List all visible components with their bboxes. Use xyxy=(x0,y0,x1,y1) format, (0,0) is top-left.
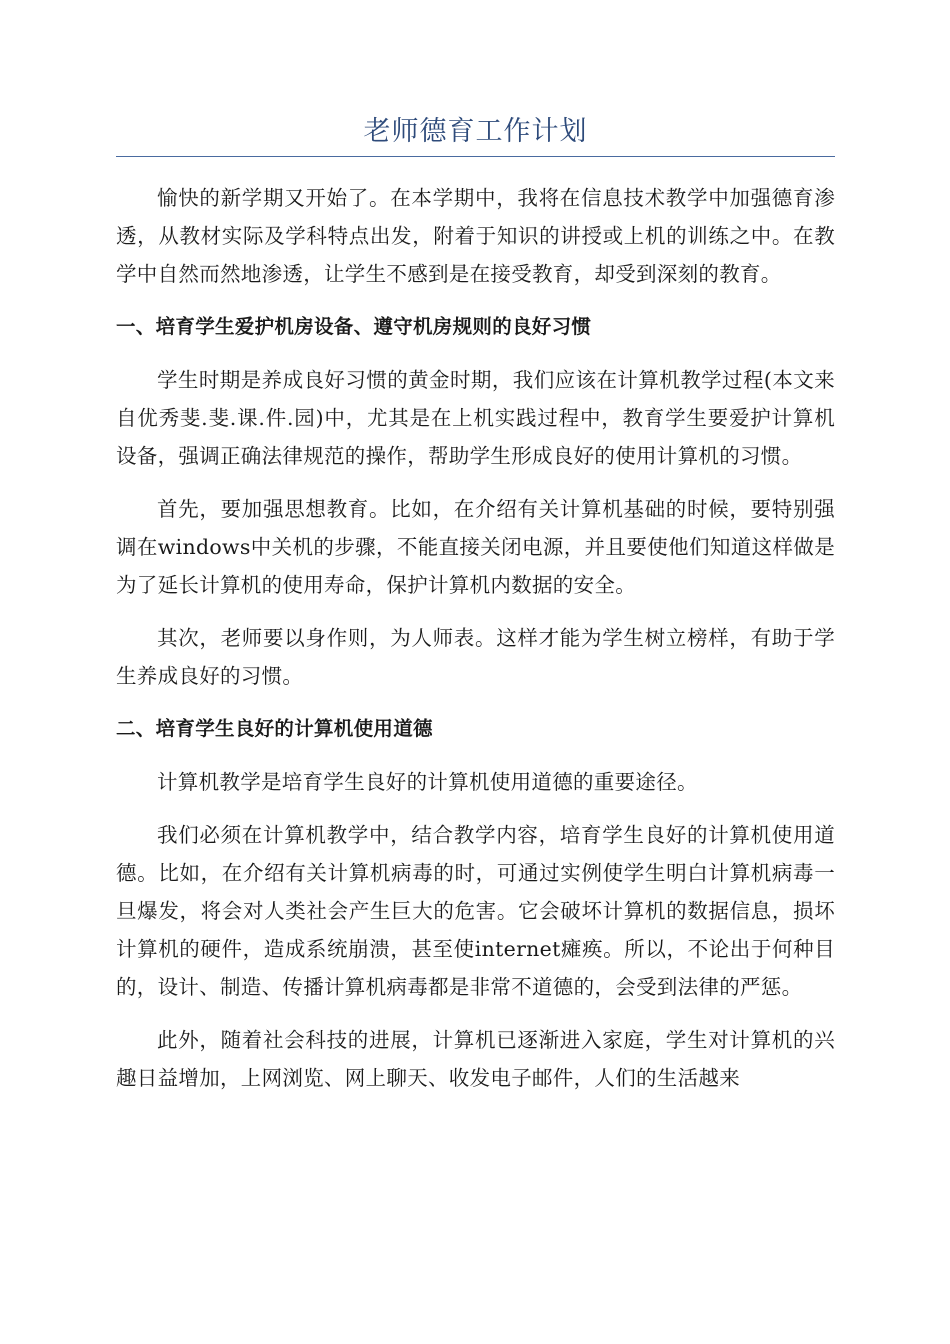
paragraph-habits: 学生时期是养成良好习惯的黄金时期，我们应该在计算机教学过程(本文来自优秀斐.斐.课.件.园)中，尤其是在上机实践过程中，教育学生要爱护计算机设备，强调正确法律规范的操作，帮助学生形成良好的使用计算机的习惯。 xyxy=(116,368,835,468)
paragraph-virus: 我们必须在计算机教学中，结合教学内容，培育学生良好的计算机使用道德。比如，在介绍有关计算机病毒的时，可通过实例使学生明白计算机病毒一旦爆发，将会对人类社会产生巨大的危害。它会破坏计算机的数据信息，损坏计算机的硬件，造成系统崩溃，甚至使internet瘫痪。所以，不论出于何种目的，设计、制造、传播计算机病毒都是非常不道德的，会受到法律的严惩。 xyxy=(116,823,835,999)
paragraph-second: 其次，老师要以身作则，为人师表。这样才能为学生树立榜样，有助于学生养成良好的习惯。 xyxy=(116,626,835,688)
title-underline xyxy=(116,156,835,157)
section-heading-1: 一、培育学生爱护机房设备、遵守机房规则的良好习惯 xyxy=(116,315,592,338)
document-title: 老师德育工作计划 xyxy=(363,116,588,147)
paragraph-first: 首先，要加强思想教育。比如，在介绍有关计算机基础的时候，要特别强调在windows中关机的步骤，不能直接关闭电源，并且要使他们知道这样做是为了延长计算机的使用寿命，保护计算机内数据的安全。 xyxy=(116,497,835,597)
document-page xyxy=(116,108,835,1112)
section-heading-2: 二、培育学生良好的计算机使用道德 xyxy=(116,717,433,740)
paragraph-intro: 愉快的新学期又开始了。在本学期中，我将在信息技术教学中加强德育渗透，从教材实际及学科特点出发，附着于知识的讲授或上机的训练之中。在教学中自然而然地渗透，让学生不感到是在接受教育，却受到深刻的教育。 xyxy=(116,186,835,286)
paragraph-internet: 此外，随着社会科技的进展，计算机已逐渐进入家庭，学生对计算机的兴趣日益增加，上网浏览、网上聊天、收发电子邮件，人们的生活越来 xyxy=(116,1028,835,1090)
paragraph-ethics-intro: 计算机教学是培育学生良好的计算机使用道德的重要途径。 xyxy=(157,770,698,794)
